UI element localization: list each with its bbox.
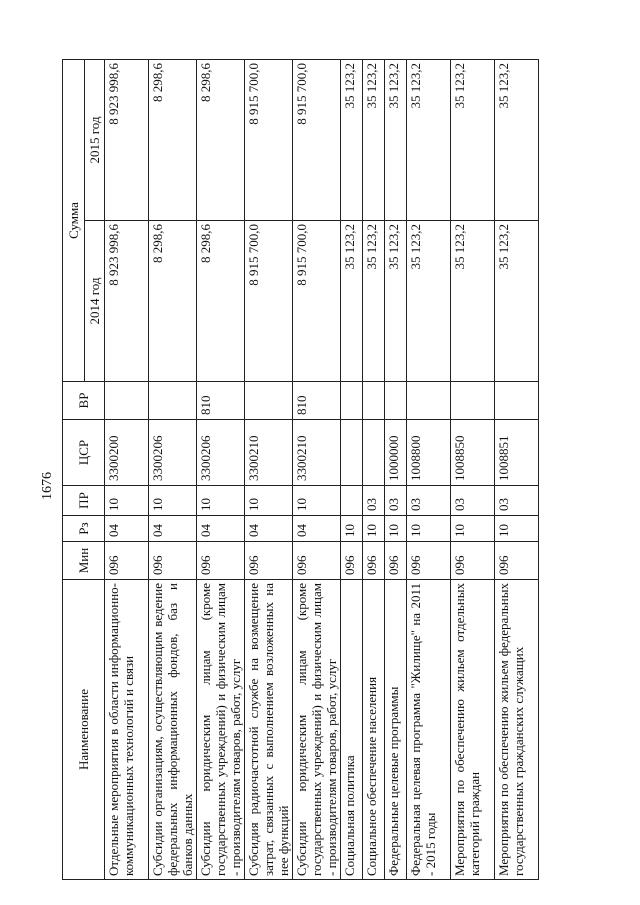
row-rz: 04 — [245, 516, 293, 542]
row-amount-2014: 8 915 700,0 — [293, 221, 341, 382]
row-amount-2014: 35 123,2 — [341, 221, 363, 382]
row-amount-2014: 35 123,2 — [407, 221, 451, 382]
row-amount-2015: 35 123,2 — [407, 60, 451, 221]
row-rz: 10 — [341, 516, 363, 542]
table-row — [385, 60, 407, 880]
table-row — [363, 60, 385, 880]
row-min: 096 — [293, 542, 341, 580]
row-csr — [341, 420, 363, 486]
row-vr: 810 — [293, 382, 341, 420]
row-vr — [363, 382, 385, 420]
row-rz: 04 — [149, 516, 197, 542]
budget-table — [62, 59, 539, 880]
row-csr: 1000000 — [385, 420, 407, 486]
table-row — [407, 60, 451, 880]
row-name: Мероприятия по обеспечению жильем федеральных государственных гражданских служащих — [495, 580, 539, 880]
row-name: Федеральная целевая программа "Жилище" на 2011 - 2015 годы — [407, 580, 451, 880]
row-csr: 1008851 — [495, 420, 539, 486]
row-pr: 10 — [245, 486, 293, 516]
table-row — [105, 60, 149, 880]
row-min: 096 — [197, 542, 245, 580]
row-pr: 10 — [149, 486, 197, 516]
row-amount-2014: 8 915 700,0 — [245, 221, 293, 382]
row-csr: 3300210 — [245, 420, 293, 486]
row-rz: 10 — [495, 516, 539, 542]
row-amount-2015: 8 923 998,6 — [105, 60, 149, 221]
table-row — [341, 60, 363, 880]
table-row — [197, 60, 245, 880]
header-sum: Сумма — [63, 60, 85, 382]
row-csr — [363, 420, 385, 486]
row-pr: 03 — [451, 486, 495, 516]
row-csr: 3300206 — [149, 420, 197, 486]
row-name: Мероприятия по обеспечению жильем отдельных категорий граждан — [451, 580, 495, 880]
row-amount-2014: 8 298,6 — [149, 221, 197, 382]
row-pr: 03 — [385, 486, 407, 516]
header-min: Мин — [63, 542, 105, 580]
row-min: 096 — [385, 542, 407, 580]
row-pr: 03 — [495, 486, 539, 516]
row-name: Субсидия радиочастотной службе на возмещение затрат, связанных с выполнением возложенных на нее функций — [245, 580, 293, 880]
header-2015: 2015 год — [85, 60, 105, 221]
row-vr — [105, 382, 149, 420]
row-csr: 3300200 — [105, 420, 149, 486]
row-vr: 810 — [197, 382, 245, 420]
row-csr: 1008850 — [451, 420, 495, 486]
row-pr: 10 — [105, 486, 149, 516]
row-amount-2015: 35 123,2 — [495, 60, 539, 221]
table-row — [149, 60, 197, 880]
row-amount-2014: 35 123,2 — [385, 221, 407, 382]
row-min: 096 — [407, 542, 451, 580]
row-min: 096 — [495, 542, 539, 580]
row-vr — [495, 382, 539, 420]
table-row — [495, 60, 539, 880]
row-csr: 3300206 — [197, 420, 245, 486]
row-min: 096 — [149, 542, 197, 580]
row-vr — [341, 382, 363, 420]
row-amount-2015: 8 298,6 — [197, 60, 245, 221]
row-amount-2015: 35 123,2 — [385, 60, 407, 221]
row-amount-2015: 8 915 700,0 — [245, 60, 293, 221]
row-vr — [245, 382, 293, 420]
header-rz: Рз — [63, 516, 105, 542]
row-amount-2014: 35 123,2 — [495, 221, 539, 382]
row-rz: 10 — [385, 516, 407, 542]
header-csr: ЦСР — [63, 420, 105, 486]
row-vr — [407, 382, 451, 420]
row-amount-2015: 35 123,2 — [451, 60, 495, 221]
table-row — [293, 60, 341, 880]
row-rz: 10 — [407, 516, 451, 542]
page-number: 1676 — [40, 472, 55, 500]
row-pr — [341, 486, 363, 516]
row-rz: 10 — [451, 516, 495, 542]
row-pr: 03 — [407, 486, 451, 516]
row-amount-2014: 8 298,6 — [197, 221, 245, 382]
row-amount-2014: 8 923 998,6 — [105, 221, 149, 382]
row-vr — [451, 382, 495, 420]
row-min: 096 — [341, 542, 363, 580]
row-name: Отдельные мероприятия в области информационно-коммуникационных технологий и связи — [105, 580, 149, 880]
row-csr: 1008800 — [407, 420, 451, 486]
row-name: Социальное обеспечение населения — [363, 580, 385, 880]
row-amount-2015: 35 123,2 — [363, 60, 385, 221]
row-csr: 3300210 — [293, 420, 341, 486]
rotated-document-sheet — [40, 60, 582, 880]
row-rz: 04 — [197, 516, 245, 542]
row-min: 096 — [451, 542, 495, 580]
header-name: Наименование — [63, 580, 105, 880]
row-name: Федеральные целевые программы — [385, 580, 407, 880]
row-amount-2015: 8 298,6 — [149, 60, 197, 221]
row-pr: 10 — [293, 486, 341, 516]
row-amount-2014: 35 123,2 — [451, 221, 495, 382]
table-row — [451, 60, 495, 880]
header-vr: ВР — [63, 382, 105, 420]
row-amount-2015: 8 915 700,0 — [293, 60, 341, 221]
row-min: 096 — [105, 542, 149, 580]
header-pr: ПР — [63, 486, 105, 516]
table-row — [245, 60, 293, 880]
row-rz: 04 — [293, 516, 341, 542]
row-pr: 03 — [363, 486, 385, 516]
row-rz: 04 — [105, 516, 149, 542]
row-rz: 10 — [363, 516, 385, 542]
row-min: 096 — [363, 542, 385, 580]
row-pr: 10 — [197, 486, 245, 516]
row-amount-2014: 35 123,2 — [363, 221, 385, 382]
row-vr — [149, 382, 197, 420]
row-amount-2015: 35 123,2 — [341, 60, 363, 221]
row-vr — [385, 382, 407, 420]
row-name: Субсидии юридическим лицам (кроме государственных учреждений) и физическим лицам - производителям товаров, работ, услуг — [197, 580, 245, 880]
row-name: Субсидии юридическим лицам (кроме государственных учреждений) и физическим лицам - производителям товаров, работ, услуг — [293, 580, 341, 880]
row-min: 096 — [245, 542, 293, 580]
header-2014: 2014 год — [85, 221, 105, 382]
row-name: Субсидии организациям, осуществляющим ведение федеральных информационных фондов, баз и банков данных — [149, 580, 197, 880]
row-name: Социальная политика — [341, 580, 363, 880]
